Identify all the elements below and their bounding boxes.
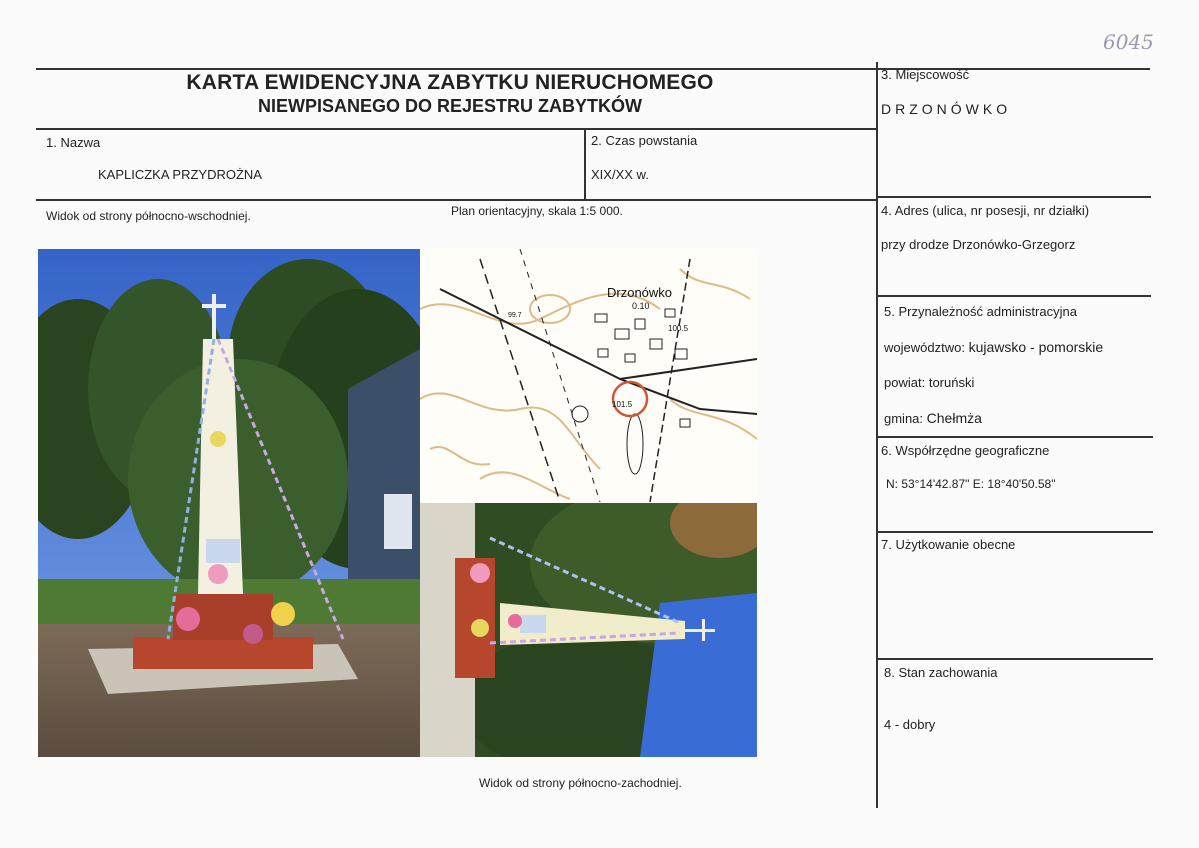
map-point-label: 0.10 <box>632 301 650 311</box>
document-title: KARTA EWIDENCYJNA ZABYTKU NIERUCHOMEGO <box>186 71 714 94</box>
page-number-handwritten: 6045 <box>1103 30 1154 54</box>
locality-bottom-line <box>877 196 1151 198</box>
usage-label: 7. Użytkowanie obecne <box>881 537 1016 552</box>
map-elevation-1015: 101.5 <box>612 400 633 409</box>
name-date-divider <box>584 129 586 199</box>
commune-row <box>884 410 982 426</box>
admin-bottom-line <box>877 436 1153 438</box>
voivodeship-row <box>884 339 1103 355</box>
coords-bottom-line <box>877 531 1153 533</box>
name-row-bottom-line <box>36 199 877 201</box>
orientation-map <box>420 249 757 502</box>
name-label: 1. Nazwa <box>46 135 101 150</box>
county-row <box>884 375 974 390</box>
header-bottom-line <box>36 128 877 130</box>
map-caption: Plan orientacyjny, skala 1:5 000. <box>451 204 623 218</box>
top-border <box>36 68 1150 70</box>
map-elevation-997: 99.7 <box>508 312 522 319</box>
admin-label: 5. Przynależność administracyjna <box>884 304 1077 319</box>
map-elevation-1005: 100.5 <box>668 324 689 333</box>
shrine-photo-northeast <box>38 249 420 757</box>
county-value: toruński <box>928 375 975 390</box>
condition-value: 4 - dobry <box>884 717 936 732</box>
date-label: 2. Czas powstania <box>591 133 698 148</box>
name-value: KAPLICZKA PRZYDROŻNA <box>98 167 262 182</box>
commune-label: gmina: <box>884 411 924 426</box>
commune-value: Chełmża <box>926 410 982 426</box>
date-value: XIX/XX w. <box>591 167 649 182</box>
voivodeship-value: kujawsko - pomorskie <box>968 339 1104 355</box>
usage-bottom-line <box>877 658 1153 660</box>
address-label: 4. Adres (ulica, nr posesji, nr działki) <box>881 203 1090 218</box>
main-photo-caption: Widok od strony północno-wschodniej. <box>46 209 251 223</box>
locality-label: 3. Miejscowość <box>881 67 970 82</box>
condition-label: 8. Stan zachowania <box>884 665 998 680</box>
county-label: powiat: <box>884 375 926 390</box>
map-village-label: Drzonówko <box>607 285 673 300</box>
shrine-photo-northwest <box>420 503 757 757</box>
address-value: przy drodze Drzonówko-Grzegorz <box>881 237 1076 252</box>
address-bottom-line <box>877 295 1151 297</box>
locality-value: DRZONÓWKO <box>881 101 1012 117</box>
second-photo-caption: Widok od strony północno-zachodniej. <box>479 776 682 790</box>
voivodeship-label: województwo: <box>884 340 965 355</box>
coords-label: 6. Współrzędne geograficzne <box>881 443 1050 458</box>
coords-value: N: 53°14'42.87" E: 18°40'50.58" <box>886 477 1056 491</box>
document-subtitle: NIEWPISANEGO DO REJESTRU ZABYTKÓW <box>257 96 643 116</box>
right-column-divider <box>876 62 878 808</box>
